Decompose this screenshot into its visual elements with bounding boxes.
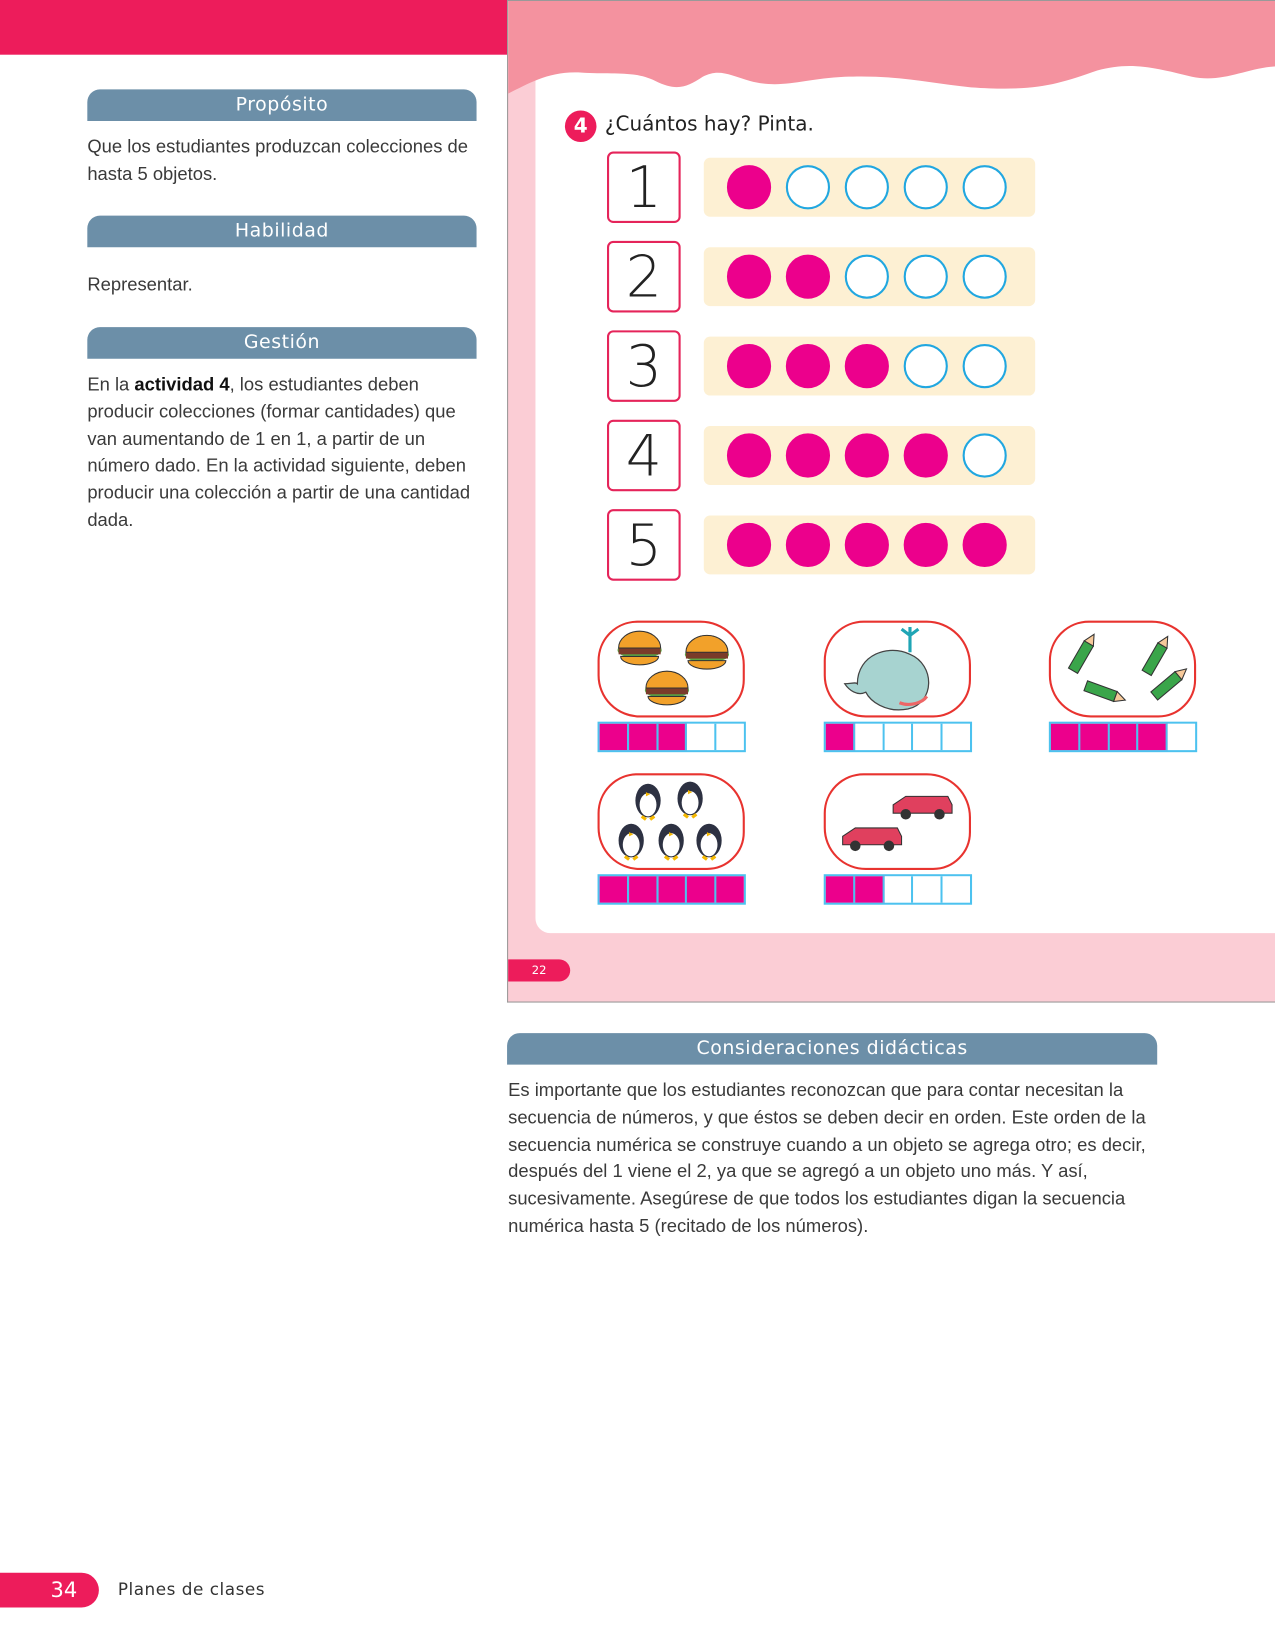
hamburgers-illustration-icon: [600, 623, 743, 716]
count-boxes: [598, 874, 746, 905]
painted-circle[interactable]: [786, 433, 830, 477]
empty-box[interactable]: [855, 724, 884, 750]
painted-circle[interactable]: [845, 523, 889, 567]
top-color-bar: [0, 0, 507, 55]
footer-page-number: 34: [0, 1573, 99, 1608]
empty-circle[interactable]: [963, 433, 1007, 477]
circle-row: [704, 158, 1035, 217]
painted-box[interactable]: [717, 876, 744, 902]
count-boxes: [824, 874, 972, 905]
count-boxes: [598, 722, 746, 753]
empty-circle[interactable]: [963, 165, 1007, 209]
proposito-text: Que los estudiantes produzcan colecciones de hasta 5 objetos.: [87, 135, 469, 184]
painted-box[interactable]: [1051, 724, 1080, 750]
circle-row: [704, 426, 1035, 485]
painted-circle[interactable]: [727, 165, 771, 209]
gestion-text-bold: actividad 4: [134, 373, 230, 395]
painted-box[interactable]: [1139, 724, 1168, 750]
whale-illustration-icon: [826, 623, 969, 716]
gestion-text: [87, 371, 482, 534]
painted-circle[interactable]: [727, 255, 771, 299]
habilidad-text: Representar.: [87, 273, 193, 295]
painted-box[interactable]: [600, 876, 629, 902]
painted-box[interactable]: [658, 724, 687, 750]
empty-box[interactable]: [914, 724, 943, 750]
consideraciones-text: Es importante que los estudiantes reconozcan que para contar necesitan la secuencia de números, y que éstos se deben decir en orden. Este orden de la secuencia numérica se construye cuando a un objeto se agrega otro; es decir, después del 1 viene el 2, ya que se agregó a un objeto uno más. Y así, sucesivamente. Asegúrese de que todos los estudiantes digan la secuencia numérica hasta 5 (recitado de los números).: [508, 1079, 1146, 1237]
empty-circle[interactable]: [963, 344, 1007, 388]
empty-box[interactable]: [884, 876, 913, 902]
circle-row: [704, 247, 1035, 306]
empty-box[interactable]: [943, 876, 970, 902]
painted-circle[interactable]: [786, 344, 830, 388]
empty-box[interactable]: [687, 724, 716, 750]
count-boxes: [1049, 722, 1197, 753]
painted-circle[interactable]: [727, 344, 771, 388]
empty-box[interactable]: [884, 724, 913, 750]
painted-box[interactable]: [629, 724, 658, 750]
painted-circle[interactable]: [963, 523, 1007, 567]
empty-box[interactable]: [914, 876, 943, 902]
number-box: 1: [607, 151, 681, 223]
hamburgers-picture: [598, 621, 745, 718]
empty-circle[interactable]: [904, 255, 948, 299]
habilidad-heading: Habilidad: [87, 216, 476, 248]
painted-box[interactable]: [1080, 724, 1109, 750]
empty-box[interactable]: [717, 724, 744, 750]
painted-box[interactable]: [826, 876, 855, 902]
footer-label: Planes de clases: [117, 1579, 266, 1600]
painted-box[interactable]: [629, 876, 658, 902]
empty-box[interactable]: [1168, 724, 1195, 750]
painted-box[interactable]: [658, 876, 687, 902]
number-box: 5: [607, 509, 681, 581]
painted-box[interactable]: [1109, 724, 1138, 750]
pencils-illustration-icon: [1051, 623, 1194, 716]
penguins-picture: [598, 773, 745, 870]
painted-circle[interactable]: [786, 255, 830, 299]
painted-circle[interactable]: [845, 344, 889, 388]
painted-box[interactable]: [600, 724, 629, 750]
painted-circle[interactable]: [727, 433, 771, 477]
penguins-illustration-icon: [600, 775, 743, 868]
cars-illustration-icon: [826, 775, 969, 868]
student-page: [507, 0, 1275, 1003]
empty-circle[interactable]: [904, 344, 948, 388]
gestion-text-end: , los estudiantes deben producir colecciones (formar cantidades) que van aumentando de 1 en 1, a partir de un número dado. En la actividad siguiente, deben producir una colección a partir de una cantidad dada.: [87, 373, 471, 531]
pencils-picture: [1049, 621, 1196, 718]
painted-circle[interactable]: [786, 523, 830, 567]
wave-header-decoration: [508, 1, 1275, 96]
painted-box[interactable]: [855, 876, 884, 902]
painted-box[interactable]: [826, 724, 855, 750]
empty-circle[interactable]: [904, 165, 948, 209]
student-page-number: 22: [508, 959, 570, 981]
painted-circle[interactable]: [727, 523, 771, 567]
empty-box[interactable]: [943, 724, 970, 750]
circle-row: [704, 337, 1035, 396]
cars-picture: [824, 773, 971, 870]
proposito-heading: Propósito: [87, 89, 476, 121]
painted-circle[interactable]: [904, 523, 948, 567]
number-box: 3: [607, 330, 681, 402]
consideraciones-heading: Consideraciones didácticas: [507, 1033, 1157, 1065]
painted-circle[interactable]: [845, 433, 889, 477]
gestion-text-start: En la: [87, 373, 135, 395]
empty-circle[interactable]: [786, 165, 830, 209]
painted-box[interactable]: [687, 876, 716, 902]
number-box: 2: [607, 241, 681, 313]
activity-number-badge: 4: [565, 110, 597, 142]
empty-circle[interactable]: [845, 165, 889, 209]
count-boxes: [824, 722, 972, 753]
empty-circle[interactable]: [963, 255, 1007, 299]
whale-picture: [824, 621, 971, 718]
empty-circle[interactable]: [845, 255, 889, 299]
circle-row: [704, 515, 1035, 574]
painted-circle[interactable]: [904, 433, 948, 477]
activity-instruction: ¿Cuántos hay? Pinta.: [604, 112, 814, 136]
number-box: 4: [607, 420, 681, 492]
gestion-heading: Gestión: [87, 327, 476, 359]
